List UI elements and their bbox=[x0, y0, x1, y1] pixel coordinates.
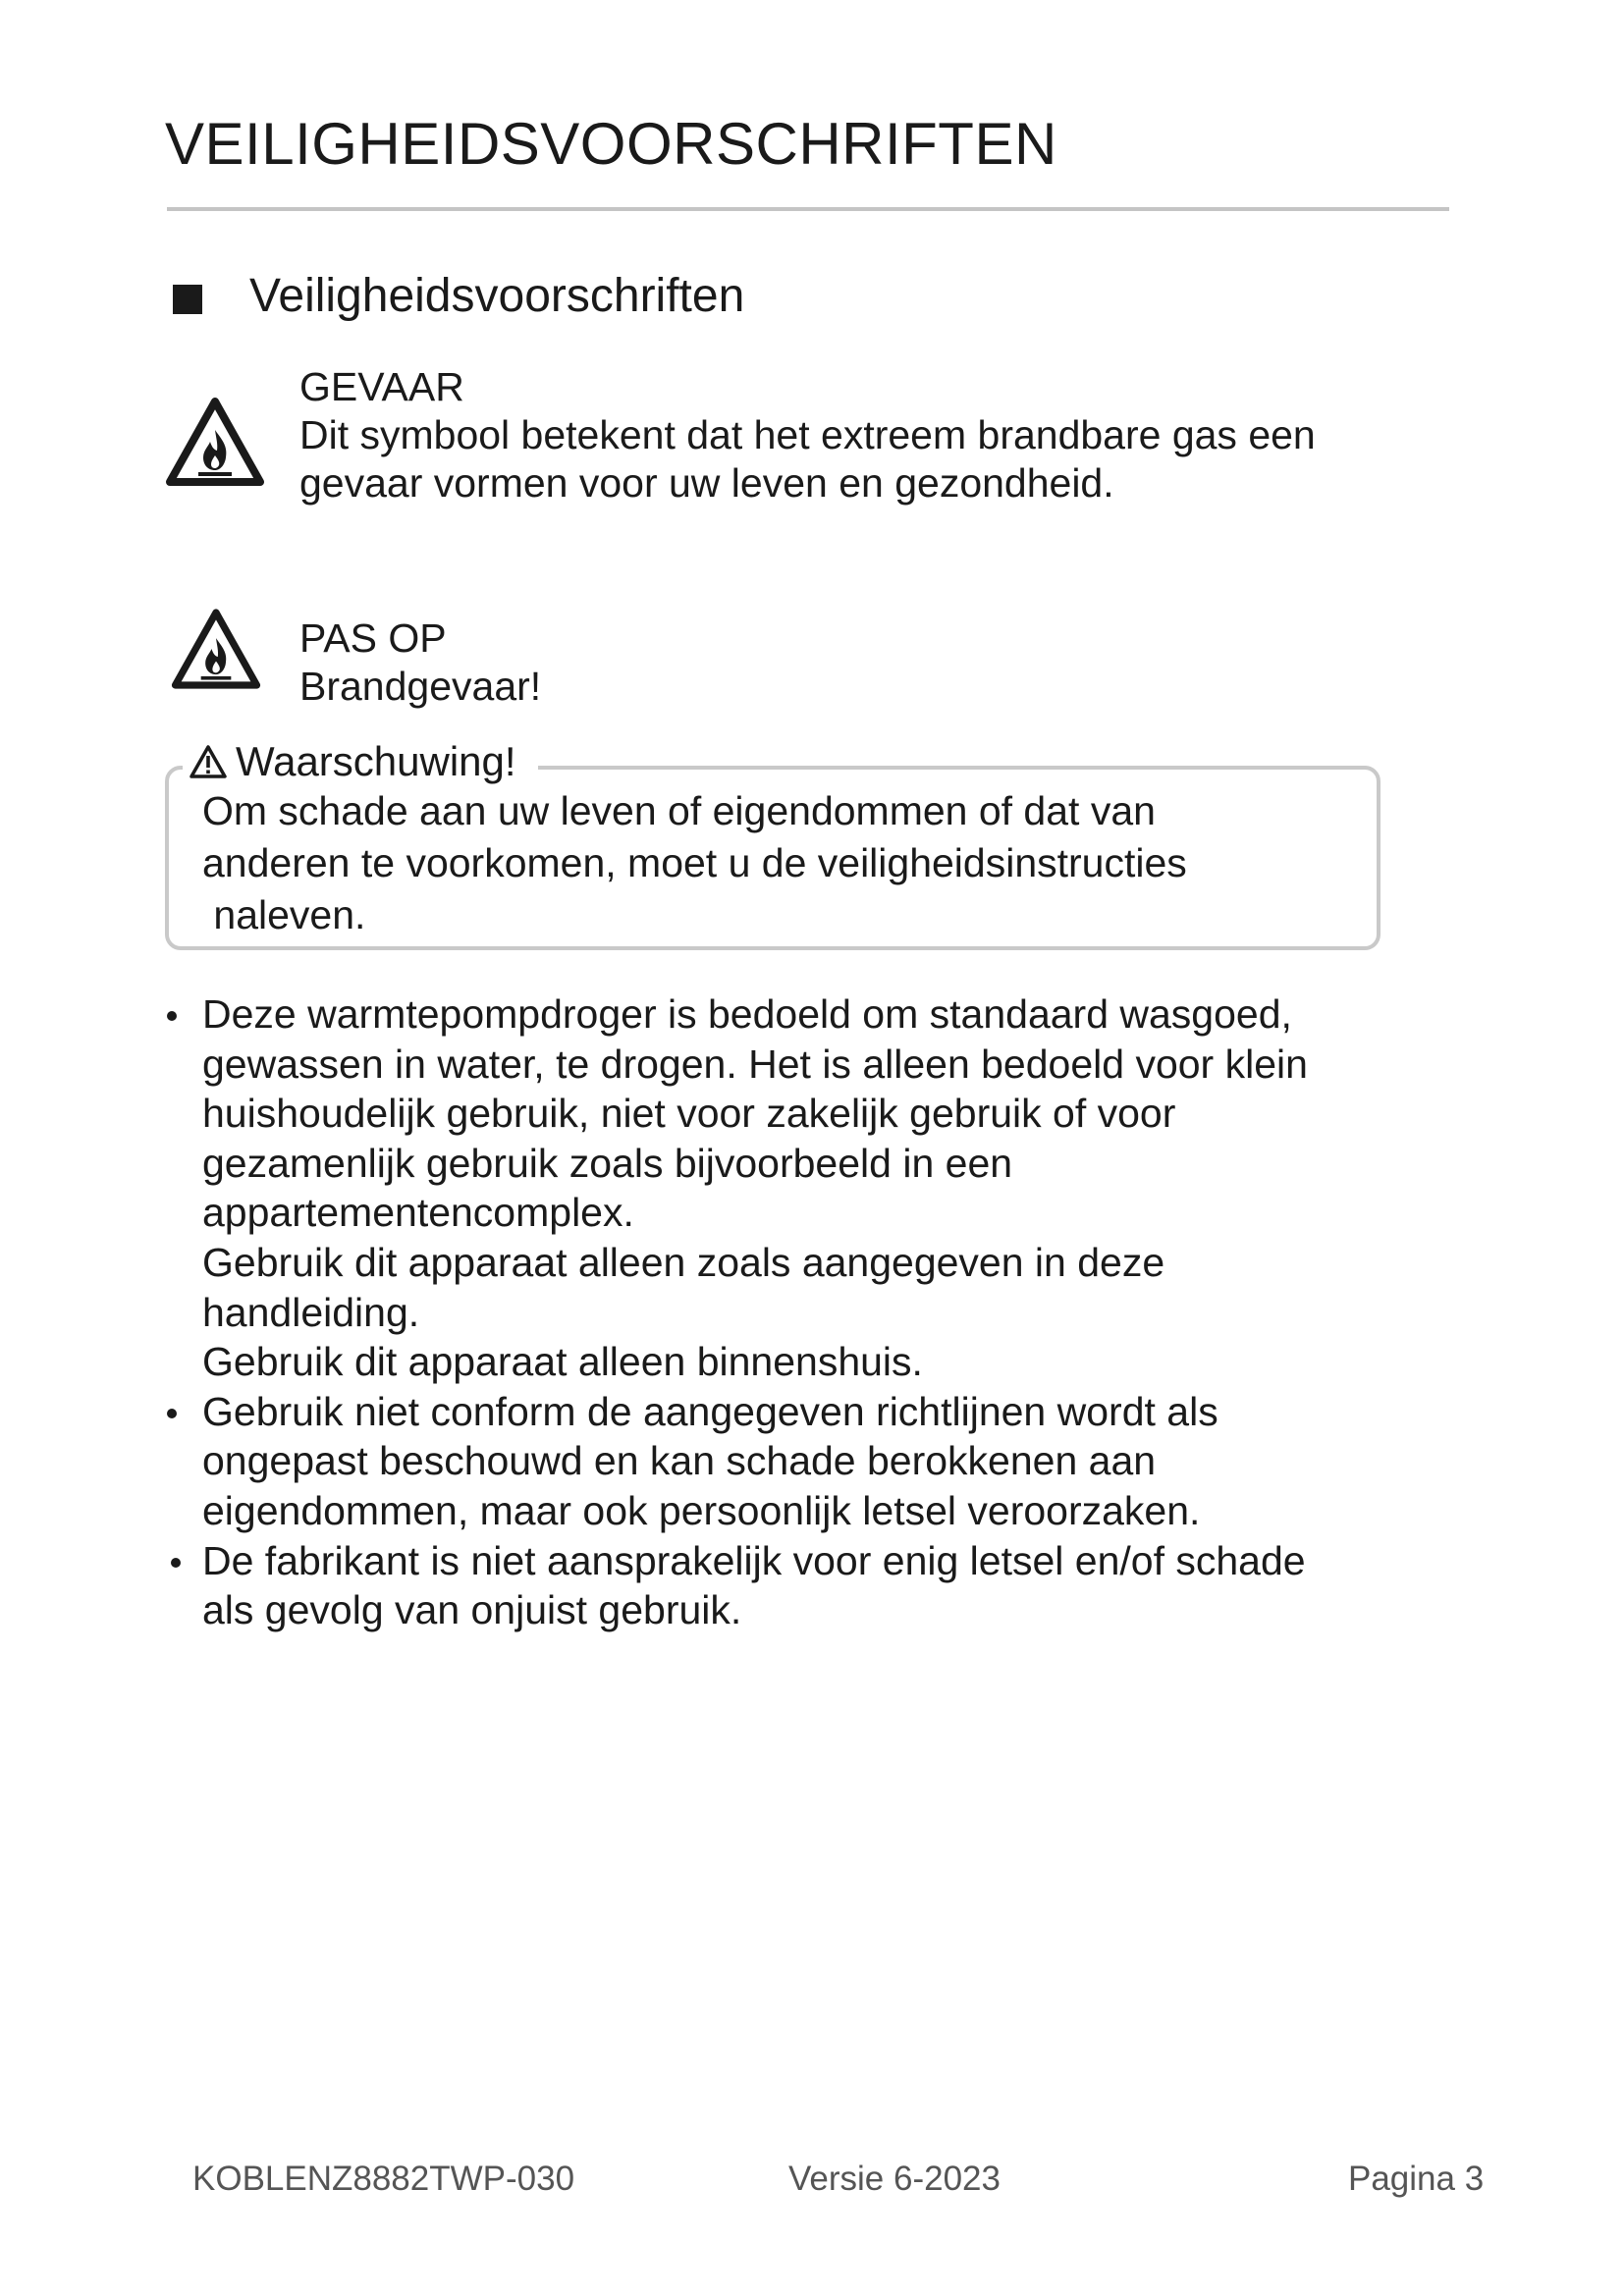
bullet-line: eigendommen, maar ook persoonlijk letsel veroorzaken. bbox=[202, 1487, 1201, 1533]
bullet-line: Deze warmtepompdroger is bedoeld om standaard wasgoed, bbox=[202, 991, 1292, 1037]
hazard-danger-line-1: Dit symbool betekent dat het extreem brandbare gas een bbox=[299, 412, 1316, 457]
flammable-warning-icon bbox=[165, 397, 265, 487]
warning-line-2: anderen te voorkomen, moet u de veiligheidsinstructies bbox=[202, 840, 1187, 885]
bullet-dot-icon bbox=[167, 1011, 177, 1021]
bullet-line: als gevolg van onjuist gebruik. bbox=[202, 1587, 742, 1633]
bullet-line: appartementencomplex. bbox=[202, 1190, 634, 1236]
warning-text bbox=[202, 785, 1361, 941]
hazard-caution-label: PAS OP bbox=[299, 615, 447, 661]
footer-version: Versie 6-2023 bbox=[788, 2160, 1001, 2198]
section-heading-text: Veiligheidsvoorschriften bbox=[249, 270, 745, 322]
bullet-line: Gebruik niet conform de aangegeven richtlijnen wordt als bbox=[202, 1388, 1218, 1434]
list-item bbox=[165, 1387, 1461, 1536]
hazard-danger bbox=[299, 363, 1316, 507]
bullet-line: gezamenlijk gebruik zoals bijvoorbeeld in een bbox=[202, 1140, 1013, 1186]
footer-page-number: Pagina 3 bbox=[1348, 2160, 1485, 2198]
warning-heading-text: Waarschuwing! bbox=[236, 738, 516, 784]
page-title: VEILIGHEIDSVOORSCHRIFTEN bbox=[165, 111, 1057, 177]
title-divider bbox=[167, 207, 1449, 211]
bullet-line: ongepast beschouwd en kan schade berokkenen aan bbox=[202, 1438, 1157, 1484]
square-bullet-icon bbox=[173, 285, 202, 314]
warning-heading bbox=[183, 734, 538, 789]
bullet-line: handleiding. bbox=[202, 1289, 420, 1335]
list-item bbox=[165, 1536, 1461, 1635]
section-heading bbox=[173, 267, 744, 326]
list-item bbox=[165, 989, 1461, 1387]
bullet-line: Gebruik dit apparaat alleen zoals aangegeven in deze bbox=[202, 1239, 1165, 1285]
hazard-caution-line-1: Brandgevaar! bbox=[299, 664, 542, 709]
bullet-dot-icon bbox=[167, 1409, 177, 1418]
bullet-line: huishoudelijk gebruik, niet voor zakelijk gebruik of voor bbox=[202, 1091, 1176, 1137]
flammable-caution-icon bbox=[171, 608, 261, 690]
bullet-line: De fabrikant is niet aansprakelijk voor enig letsel en/of schade bbox=[202, 1537, 1306, 1583]
bullet-line: Gebruik dit apparaat alleen binnenshuis. bbox=[202, 1339, 923, 1385]
warning-line-1: Om schade aan uw leven of eigendommen of dat van bbox=[202, 788, 1156, 833]
footer-model: KOBLENZ8882TWP-030 bbox=[192, 2160, 575, 2198]
warning-triangle-icon bbox=[189, 744, 228, 779]
warning-line-3: naleven. bbox=[202, 892, 366, 937]
hazard-danger-line-2: gevaar vormen voor uw leven en gezondheid. bbox=[299, 460, 1114, 506]
bullet-dot-icon bbox=[171, 1558, 181, 1568]
safety-bullet-list bbox=[165, 989, 1461, 1635]
hazard-caution bbox=[299, 614, 541, 711]
hazard-danger-label: GEVAAR bbox=[299, 364, 464, 409]
bullet-line: gewassen in water, te drogen. Het is alleen bedoeld voor klein bbox=[202, 1041, 1308, 1087]
